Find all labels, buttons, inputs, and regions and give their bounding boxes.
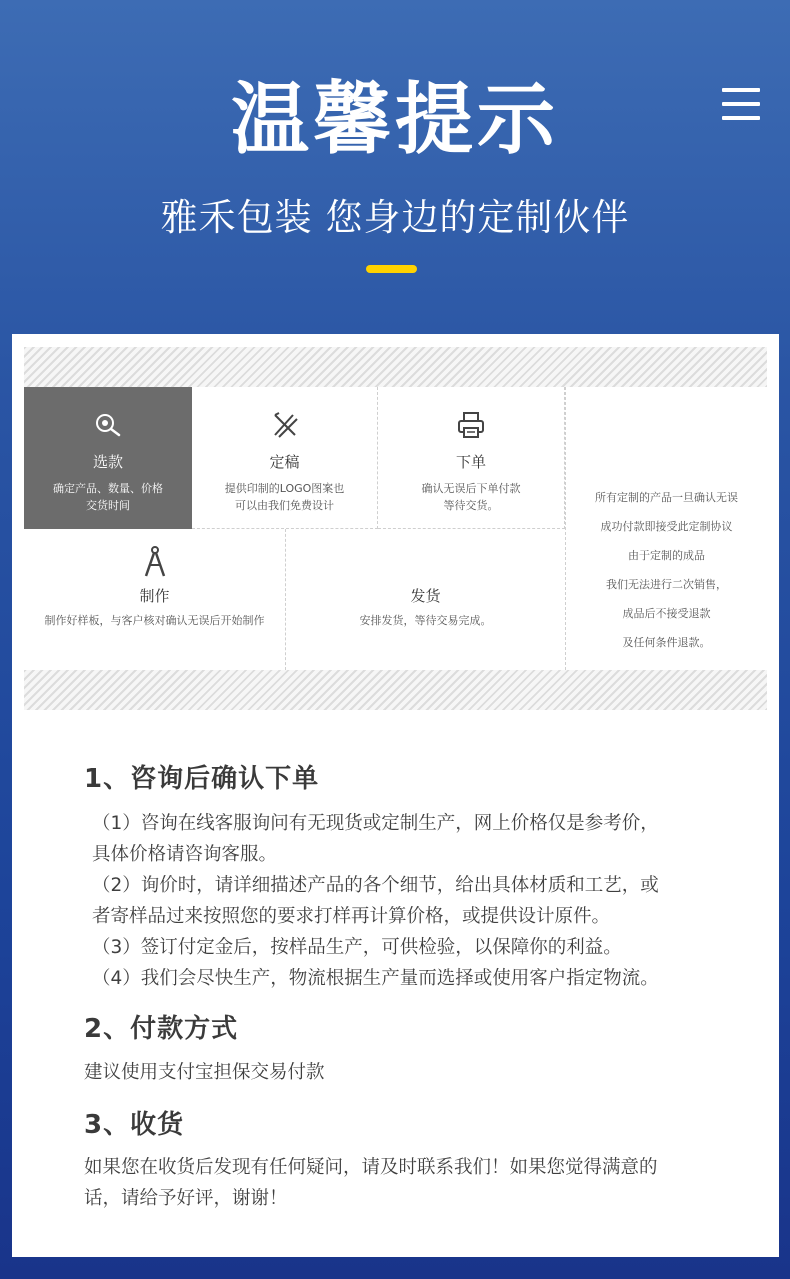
- step-desc-produce: 制作好样板，与客户核对确认无误后开始制作: [44, 614, 265, 627]
- section-consult-body: [92, 808, 659, 994]
- content-card: [12, 334, 779, 1257]
- decorative-stripe-top: [24, 347, 767, 387]
- notice-line-3: 由于定制的成品: [628, 549, 705, 562]
- step-label-select: 选款: [92, 453, 123, 471]
- section-title-receipt: 3、收货: [84, 1110, 185, 1140]
- step-label-ship: 发货: [410, 587, 441, 605]
- notice-line-2: 成功付款即接受此定制协议: [600, 520, 733, 533]
- process-grid: [24, 387, 767, 670]
- compass-icon: [141, 545, 169, 579]
- step-desc-order-line2: 等待交货。: [443, 499, 499, 512]
- decorative-stripe-bottom: [24, 670, 767, 710]
- receipt-line-2: 话，请给予好评，谢谢！: [84, 1188, 288, 1209]
- page-header: [0, 0, 790, 330]
- step-desc-select-line1: 确定产品、数量、价格: [53, 482, 163, 495]
- receipt-line-1: 如果您在收货后发现有任何疑问，请及时联系我们！如果您觉得满意的: [84, 1157, 658, 1178]
- process-step-finalize: [192, 387, 378, 529]
- section-title-payment: 2、付款方式: [84, 1014, 239, 1044]
- notice-line-1: 所有定制的产品一旦确认无误: [595, 491, 738, 504]
- pencil-ruler-icon: [269, 409, 301, 441]
- notice-line-4: 我们无法进行二次销售，: [606, 578, 727, 591]
- notice-line-6: 及任何条件退款。: [622, 636, 711, 649]
- process-step-produce: [24, 529, 286, 670]
- section-title-consult: 1、咨询后确认下单: [84, 764, 320, 794]
- step-label-produce: 制作: [139, 587, 170, 605]
- step-desc-ship: 安排发货，等待交易完成。: [359, 614, 492, 627]
- section-payment-body: [84, 1057, 325, 1088]
- search-icon: [93, 411, 123, 441]
- step-label-order: 下单: [455, 453, 486, 471]
- process-step-order: [378, 387, 565, 529]
- page-title: 温馨提示: [230, 75, 559, 165]
- section-receipt-body: [84, 1152, 658, 1214]
- process-step-ship: [286, 529, 565, 670]
- consult-line-1: （1）咨询在线客服询问有无现货或定制生产，网上价格仅是参考价，: [92, 813, 659, 834]
- accent-bar: [366, 265, 417, 273]
- payment-line-1: 建议使用支付宝担保交易付款: [84, 1062, 325, 1083]
- page-subtitle: 雅禾包装 您身边的定制伙伴: [160, 196, 630, 239]
- consult-line-2: 具体价格请咨询客服。: [92, 844, 278, 865]
- step-desc-finalize-line2: 可以由我们免费设计: [235, 499, 334, 512]
- consult-line-5: （3）签订付定金后，按样品生产，可供检验，以保障你的利益。: [92, 937, 622, 958]
- consult-line-3: （2）询价时，请详细描述产品的各个细节，给出具体材质和工艺，或: [92, 875, 659, 896]
- step-desc-order-line1: 确认无误后下单付款: [421, 482, 521, 495]
- consult-line-4: 者寄样品过来按照您的要求打样再计算价格，或提供设计原件。: [92, 906, 611, 927]
- custom-order-notice: [565, 387, 767, 670]
- step-desc-select-line2: 交货时间: [86, 499, 130, 512]
- notice-line-5: 成品后不接受退款: [622, 607, 711, 620]
- consult-line-6: （4）我们会尽快生产，物流根据生产量而选择或使用客户指定物流。: [92, 968, 659, 989]
- step-desc-finalize-line1: 提供印制的LOGO图案也: [224, 482, 345, 495]
- hamburger-menu-icon[interactable]: [722, 88, 760, 122]
- printer-icon: [455, 409, 487, 441]
- process-step-select: [24, 387, 192, 529]
- step-label-finalize: 定稿: [269, 453, 300, 471]
